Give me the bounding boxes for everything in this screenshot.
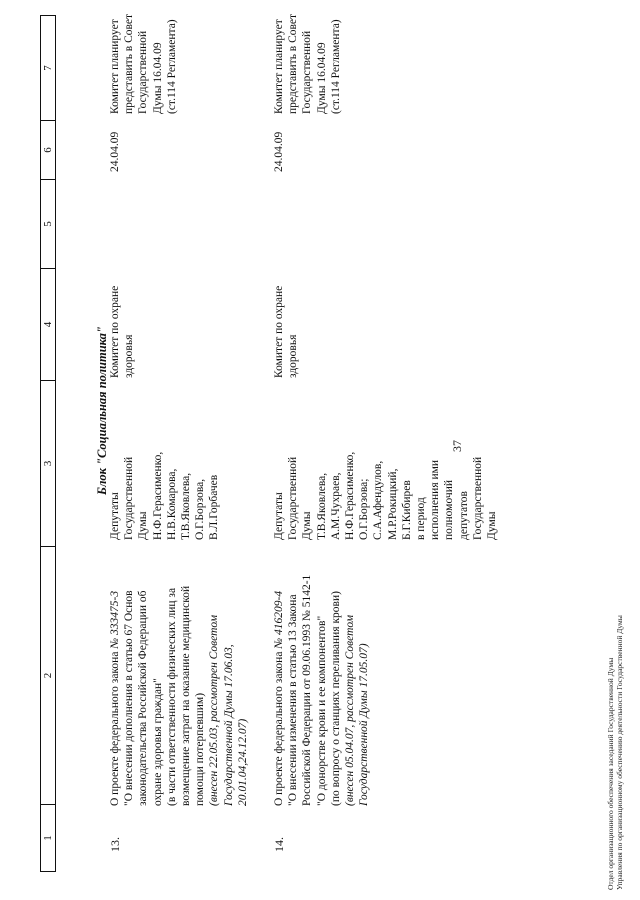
author-line: Депутаты xyxy=(273,492,285,540)
block-title: Блок "Социальная политика" xyxy=(95,326,109,495)
column-number-4: 4 xyxy=(41,268,55,380)
author-line: Государственной xyxy=(287,456,300,540)
bill-text-line: возмещение затрат на оказание медицинской xyxy=(180,585,193,806)
author-line: Депутаты xyxy=(109,492,121,540)
author-line: А.М.Чухраев, xyxy=(329,472,342,540)
note-line: представить в Совет xyxy=(123,13,136,114)
bill-text-line: Российской Федерации от 09.06.1993 № 5142-1 xyxy=(301,574,314,806)
bill-history-line: Государственной Думы 17.05.07) xyxy=(358,643,371,806)
column-number-6: 6 xyxy=(41,120,55,179)
note-line: Думы 16.04.09 xyxy=(151,42,164,114)
committee-line: Комитет по охране xyxy=(109,285,121,378)
bill-number: № 416209-4 xyxy=(273,590,285,649)
note-line: Комитет планирует xyxy=(109,19,121,114)
page-number: 37 xyxy=(450,440,464,452)
bill-description xyxy=(272,546,371,806)
column-number-3: 3 xyxy=(41,380,55,546)
committee-line: Комитет по охране xyxy=(273,285,285,378)
bill-authors xyxy=(272,380,499,540)
bill-intro-line xyxy=(108,546,122,806)
bill-number: № 333475-3 xyxy=(109,590,121,649)
author-line: Т.В.Яковлева, xyxy=(315,472,328,540)
author-line: О.Г.Борзова; xyxy=(358,478,371,540)
deadline-date: 24.04.09 xyxy=(109,131,121,172)
author-line: Государственной xyxy=(471,456,484,540)
committee-line: здоровья xyxy=(287,334,300,378)
author-line: Думы xyxy=(301,511,314,540)
note-line: Государственной xyxy=(137,30,150,114)
bill-text-line: "О внесении дополнения в статью 67 Основ xyxy=(123,590,136,806)
author-line: С.А.Афендулов, xyxy=(372,460,385,540)
note-line: представить в Совет xyxy=(287,13,300,114)
author-line: Думы xyxy=(486,511,499,540)
column-number-1: 1 xyxy=(41,804,55,871)
bill-history-line: Государственной Думы 17.06.03, xyxy=(222,644,235,806)
bill-description xyxy=(108,546,250,806)
responsible-committee xyxy=(272,268,300,378)
author-line: Н.В.Комарова, xyxy=(165,468,178,540)
author-line: полномочий xyxy=(443,480,456,540)
note-line: (ст.114 Регламента) xyxy=(329,19,342,114)
note-line: (ст.114 Регламента) xyxy=(165,19,178,114)
author-line: Н.Ф.Герасименко, xyxy=(151,451,164,540)
column-number-7: 7 xyxy=(42,65,54,71)
bill-text-line: (по вопросу о станциях переливания крови) xyxy=(329,591,342,806)
bill-intro: О проекте федерального закона xyxy=(273,648,285,806)
note-line: Государственной xyxy=(301,30,314,114)
bill-intro-line xyxy=(272,546,286,806)
bill-text-line: "О донорстве крови и ее компонентов" xyxy=(315,615,328,806)
bill-text-line: (в части ответственности физических лиц за xyxy=(165,587,178,806)
author-line: Н.Ф.Герасименко, xyxy=(344,451,357,540)
row-number: 13. xyxy=(108,837,122,852)
footer-line: Управления по организационному обеспечению деятельности Государственной Думы xyxy=(615,615,624,890)
author-line: Думы xyxy=(137,511,150,540)
note-line: Комитет планирует xyxy=(273,19,285,114)
status-note xyxy=(108,4,179,114)
responsible-committee xyxy=(108,268,136,378)
author-line: Государственной xyxy=(123,456,136,540)
bill-history-line: 20.01.04,24.12.07) xyxy=(236,718,249,806)
author-line: исполнения ими xyxy=(429,459,442,540)
page-footer xyxy=(606,615,624,890)
note-line: Думы 16.04.09 xyxy=(315,42,328,114)
footer-line: Отдел организационного обеспечения заседаний Государственной Думы xyxy=(606,657,615,890)
bill-authors xyxy=(108,380,222,540)
bill-text-line: охране здоровья граждан" xyxy=(151,678,164,806)
column-number-2: 2 xyxy=(41,546,55,804)
status-note xyxy=(272,4,343,114)
column-number-5: 5 xyxy=(41,179,55,268)
bill-history-line: (внесен 22.05.03, рассмотрен Советом xyxy=(208,614,221,806)
author-line: Б.Г.Кибирев xyxy=(400,480,413,540)
bill-text-line: помощи потерпевшим) xyxy=(194,692,207,806)
committee-line: здоровья xyxy=(123,334,136,378)
author-line: Т.В.Яковлева, xyxy=(180,472,193,540)
author-line: О.Г.Борзова, xyxy=(194,478,207,540)
author-line: депутатов xyxy=(457,491,470,540)
bill-history-line: (внесен 05.04.07, рассмотрен Советом xyxy=(344,614,357,806)
row-number: 14. xyxy=(272,837,286,852)
bill-intro: О проекте федерального закона xyxy=(109,648,121,806)
bill-text-line: "О внесении изменения в статью 13 Закона xyxy=(287,594,300,806)
author-line: М.Р.Рокицкий, xyxy=(386,468,399,540)
deadline-date: 24.04.09 xyxy=(273,131,285,172)
author-line: В.Л.Горбачев xyxy=(208,474,221,540)
author-line: в период xyxy=(415,497,428,540)
bill-text-line: законодательства Российской Федерации об xyxy=(137,590,150,806)
column-number-header xyxy=(40,15,56,872)
